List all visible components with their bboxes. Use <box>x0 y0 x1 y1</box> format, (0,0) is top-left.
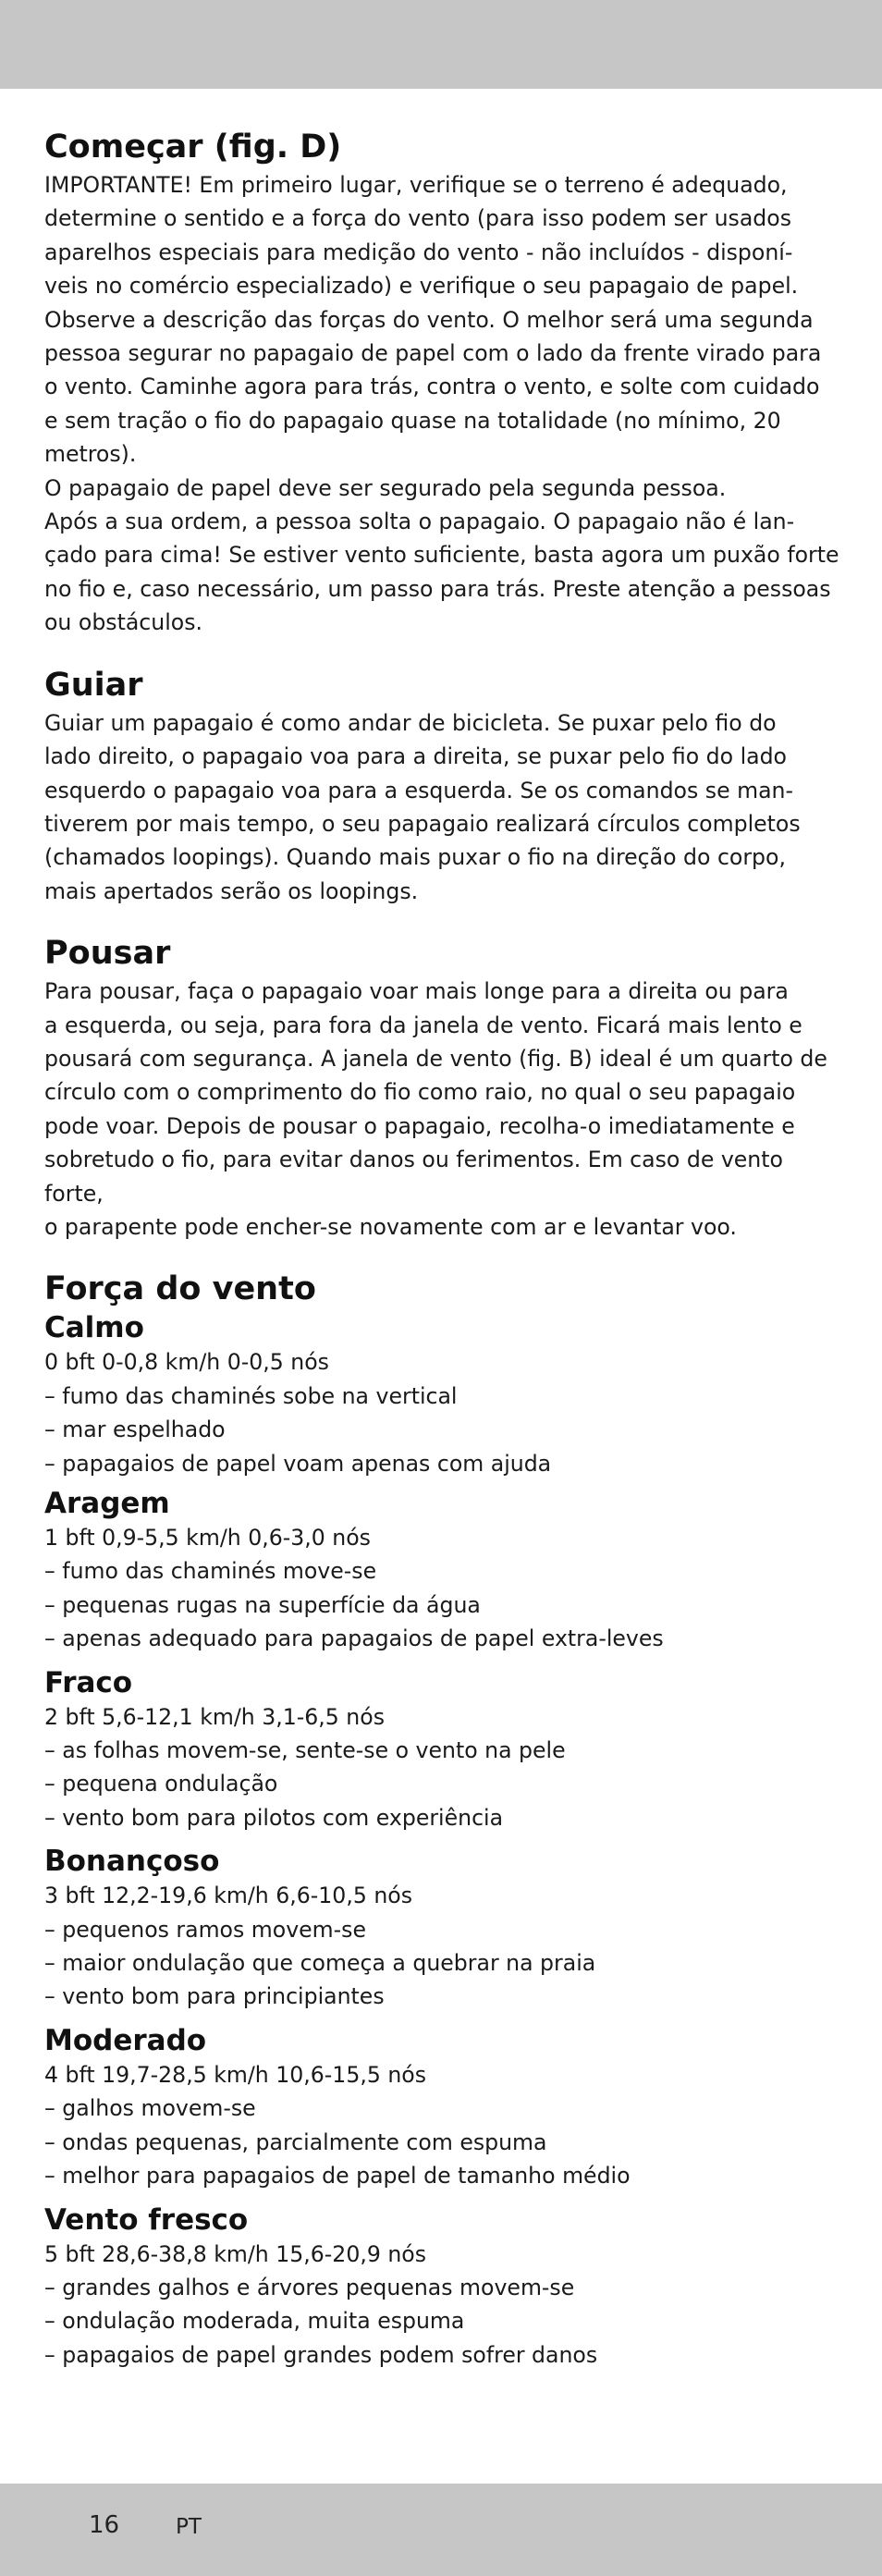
wind-level-list <box>44 1734 841 1834</box>
text-line: çado para cima! Se estiver vento suficiente, basta agora um puxão forte <box>44 542 839 569</box>
text-line: a esquerda, ou seja, para fora da janela de vento. Ficará mais lento e <box>44 1012 802 1038</box>
list-item: – ondulação moderada, muita espuma <box>44 2304 841 2337</box>
text-line: o vento. Caminhe agora para trás, contra o vento, e solte com cuidado <box>44 374 820 400</box>
list-item: – papagaios de papel voam apenas com ajuda <box>44 1447 841 1480</box>
text-line: aparelhos especiais para medição do vento - não incluídos - disponí- <box>44 239 793 265</box>
text-line: Após a sua ordem, a pessoa solta o papagaio. O papagaio não é lan- <box>44 509 795 535</box>
list-item: – galhos movem-se <box>44 2091 841 2125</box>
wind-level-name: Aragem <box>44 1487 170 1520</box>
list-item: – pequenos ramos movem-se <box>44 1913 841 1946</box>
section-pousar <box>44 932 841 1244</box>
text-line: pousará com segurança. A janela de vento (fig. B) ideal é um quarto de <box>44 1045 827 1072</box>
text-line: esquerdo o papagaio voa para a esquerda. Se os comandos se man- <box>44 777 793 803</box>
wind-level-name: Calmo <box>44 1311 144 1345</box>
text-line: no fio e, caso necessário, um passo para trás. Preste atenção a pessoas <box>44 575 831 602</box>
text-line: o parapente pode encher-se novamente com ar e levantar voo. <box>44 1213 737 1240</box>
wind-level-moderado <box>44 2023 841 2193</box>
wind-level-values: 5 bft 28,6-38,8 km/h 15,6-20,9 nós <box>44 2240 427 2267</box>
wind-level-aragem <box>44 1486 841 1656</box>
list-item: – melhor para papagaios de papel de tamanho médio <box>44 2159 841 2192</box>
text-line: metros). <box>44 441 137 468</box>
text-line: círculo com o comprimento do fio como raio, no qual o seu papagaio <box>44 1079 796 1106</box>
language-code: PT <box>176 2515 202 2539</box>
wind-level-list <box>44 2091 841 2192</box>
wind-level-name: Bonançoso <box>44 1845 220 1879</box>
wind-level-values: 0 bft 0-0,8 km/h 0-0,5 nós <box>44 1349 329 1376</box>
text-line: e sem tração o fio do papagaio quase na totalidade (no mínimo, 20 <box>44 407 781 434</box>
section-title: Começar (fig. D) <box>44 129 342 166</box>
wind-level-values: 2 bft 5,6-12,1 km/h 3,1-6,5 nós <box>44 1703 385 1730</box>
text-line: determine o sentido e a força do vento (para isso podem ser usados <box>44 205 791 232</box>
list-item: – pequena ondulação <box>44 1767 841 1800</box>
wind-level-values: 3 bft 12,2-19,6 km/h 6,6-10,5 nós <box>44 1883 413 1909</box>
text-line: sobretudo o fio, para evitar danos ou ferimentos. Em caso de vento forte, <box>44 1147 783 1207</box>
text-line: IMPORTANTE! Em primeiro lugar, verifique se o terreno é adequado, <box>44 172 788 198</box>
list-item: – fumo das chaminés sobe na vertical <box>44 1380 841 1413</box>
text-line: (chamados loopings). Quando mais puxar o fio na direção do corpo, <box>44 844 786 871</box>
section-title: Guiar <box>44 666 143 704</box>
list-item: – ondas pequenas, parcialmente com espuma <box>44 2126 841 2159</box>
text-line: pode voar. Depois de pousar o papagaio, recolha-o imediatamente e <box>44 1112 795 1139</box>
section-guiar <box>44 664 841 908</box>
list-item: – as folhas movem-se, sente-se o vento na pele <box>44 1734 841 1767</box>
text-line: tiverem por mais tempo, o seu papagaio realizará círculos completos <box>44 810 801 837</box>
header-band <box>0 0 882 89</box>
page-content <box>44 126 841 2396</box>
list-item: – mar espelhado <box>44 1413 841 1446</box>
wind-level-name: Vento fresco <box>44 2202 249 2237</box>
list-item: – papagaios de papel grandes podem sofrer danos <box>44 2338 841 2372</box>
wind-level-list <box>44 1913 841 2014</box>
text-line: ou obstáculos. <box>44 609 203 636</box>
section-comecar <box>44 126 841 640</box>
wind-level-bonancoso <box>44 1844 841 2014</box>
text-line: O papagaio de papel deve ser segurado pela segunda pessoa. <box>44 474 727 501</box>
section-title: Pousar <box>44 935 171 973</box>
list-item: – grandes galhos e árvores pequenas movem-se <box>44 2271 841 2304</box>
section-title: Força do vento <box>44 1270 316 1308</box>
list-item: – maior ondulação que começa a quebrar na praia <box>44 1946 841 1980</box>
wind-level-values: 4 bft 19,7-28,5 km/h 10,6-15,5 nós <box>44 2061 427 2088</box>
text-line: Para pousar, faça o papagaio voar mais longe para a direita ou para <box>44 978 789 1005</box>
list-item: – vento bom para principiantes <box>44 1980 841 2013</box>
wind-level-list <box>44 2271 841 2372</box>
wind-level-fraco <box>44 1665 841 1835</box>
page-number: 16 <box>89 2511 120 2539</box>
list-item: – pequenas rugas na superfície da água <box>44 1589 841 1622</box>
text-line: lado direito, o papagaio voa para a direita, se puxar pelo fio do lado <box>44 743 787 770</box>
section-body <box>44 168 841 640</box>
footer-band <box>0 2484 882 2576</box>
wind-level-name: Moderado <box>44 2023 207 2057</box>
text-line: Guiar um papagaio é como andar de bicicleta. Se puxar pelo fio do <box>44 709 777 736</box>
list-item: – vento bom para pilotos com experiência <box>44 1801 841 1834</box>
list-item: – apenas adequado para papagaios de papel extra-leves <box>44 1622 841 1655</box>
wind-level-name: Fraco <box>44 1665 133 1699</box>
wind-level-vento-fresco <box>44 2202 841 2373</box>
wind-level-calmo <box>44 1310 841 1480</box>
text-line: pessoa segurar no papagaio de papel com o lado da frente virado para <box>44 340 822 367</box>
wind-level-values: 1 bft 0,9-5,5 km/h 0,6-3,0 nós <box>44 1525 371 1551</box>
wind-level-list <box>44 1380 841 1480</box>
text-line: veis no comércio especializado) e verifique o seu papagaio de papel. <box>44 273 799 300</box>
section-forca-do-vento <box>44 1268 841 2372</box>
section-body <box>44 706 841 908</box>
text-line: mais apertados serão os loopings. <box>44 877 419 904</box>
wind-level-list <box>44 1554 841 1655</box>
section-body <box>44 975 841 1244</box>
text-line: Observe a descrição das forças do vento. O melhor será uma segunda <box>44 306 814 333</box>
list-item: – fumo das chaminés move-se <box>44 1554 841 1588</box>
